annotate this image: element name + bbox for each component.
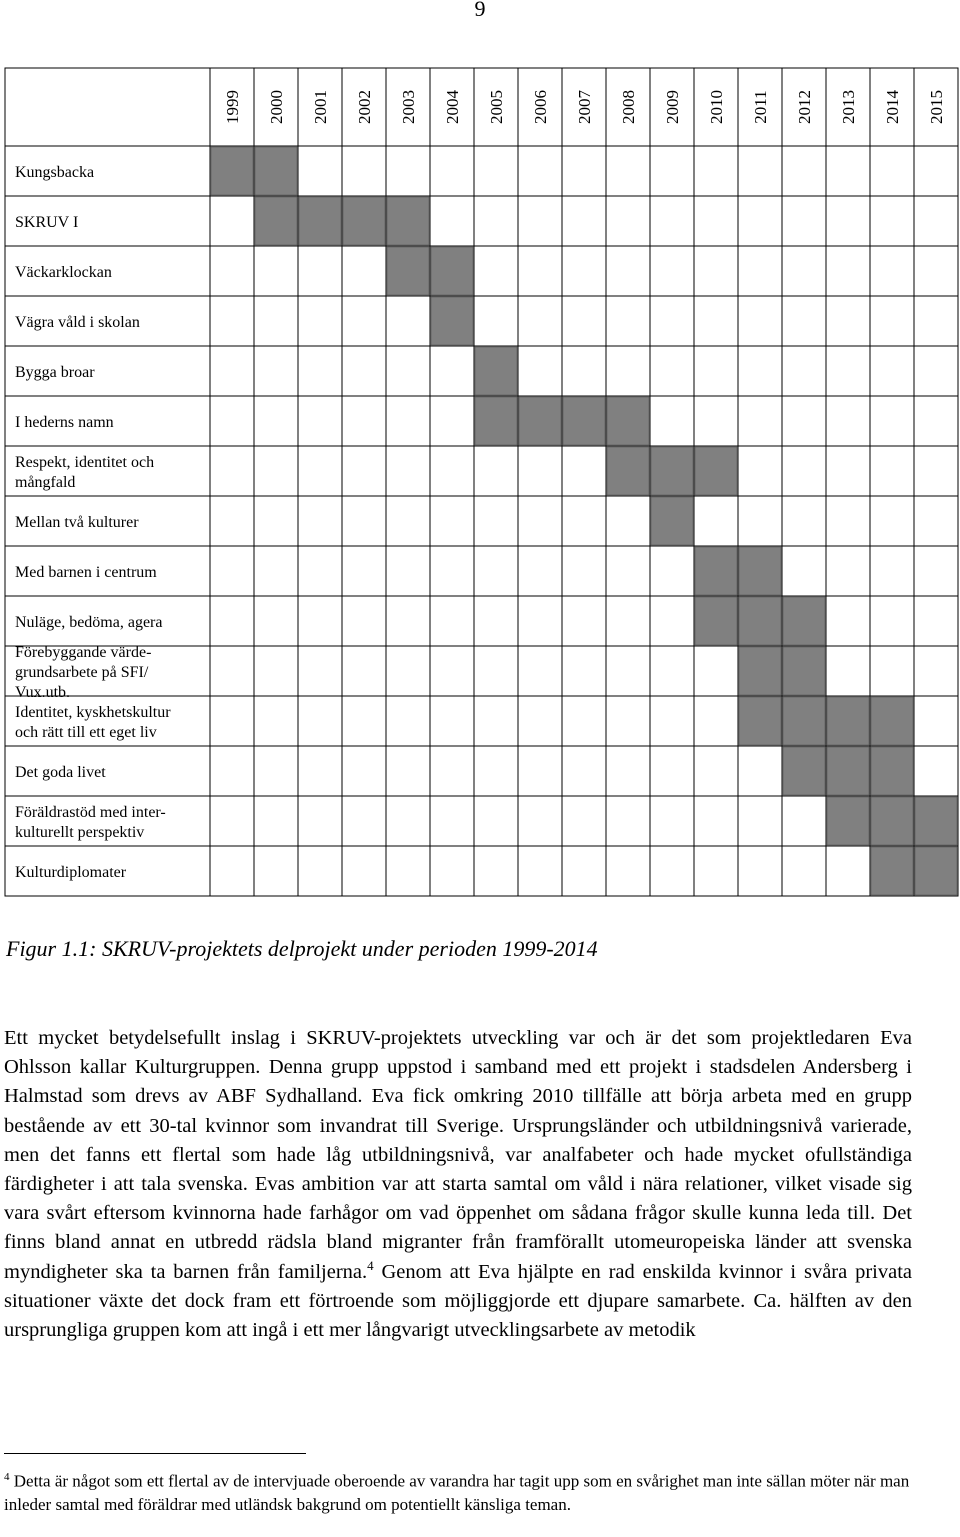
project-label-line: Kungsbacka	[15, 164, 95, 181]
project-label	[15, 164, 94, 181]
body-text	[4, 1024, 912, 1345]
project-active-cell	[739, 547, 781, 595]
project-label-line: Nuläge, bedöma, agera	[15, 614, 163, 631]
project-active-cell	[827, 797, 869, 845]
project-active-cell	[783, 747, 825, 795]
project-label-line: Väckarklockan	[15, 264, 112, 281]
project-active-cell	[607, 397, 649, 445]
project-active-cell	[255, 147, 297, 195]
footnote-number: 4	[4, 1471, 10, 1483]
footnote-divider	[4, 1453, 306, 1454]
project-active-cell	[475, 347, 517, 395]
year-header-2001: 2001	[311, 90, 330, 124]
body-paragraph-part-2: Genom att Eva hjälpte en rad enskilda kvinnor i svåra privata situationer växte det dock fram ett förtroende som möjliggjorde ett djupare samarbete. Ca. hälften av den ursprungliga gruppen kom att ingå i ett mer långvarigt utvecklingsarbete av metodik	[4, 1260, 912, 1342]
year-header-2006: 2006	[531, 90, 550, 124]
body-paragraph-part-1: Ett mycket betydelsefullt inslag i SKRUV-projektets utveckling var och är det som projektledaren Eva Ohlsson kallar Kulturgruppen. Denna grupp uppstod i samband med ett projekt i stadsdelen Andersberg i Halmstad som drevs av ABF Sydhalland. Eva fick omkring 2010 tillfälle att börja arbeta med en grupp bestående av ett 30-tal kvinnor som invandrat till Sverige. Ursprungsländer och utbildningsnivå varierade, men det fanns ett flertal som hade låg utbildningsnivå, var analfabeter och hade mycket ofullständiga färdigheter i att tala svenska. Evas ambition var att starta samtal om våld i nära relationer, vilket visade sig vara svårt eftersom kvinnorna hade farhågor om vad öppenhet om sådana frågor skulle kunna leda till. Det finns bland annat en utbredd rädsla bland migranter från framförallt utomeuropeiska länder att svenska myndigheter ska ta barnen från familjerna.	[4, 1027, 912, 1283]
footnote	[4, 1466, 914, 1517]
project-active-cell	[519, 397, 561, 445]
project-active-cell	[871, 797, 913, 845]
figure-caption: Figur 1.1: SKRUV-projektets delprojekt under perioden 1999-2014	[6, 936, 598, 961]
footnote-text: Detta är något som ett flertal av de intervjuade oberoende av varandra har tagit upp som en svårighet man inte sällan möter när man inleder samtal med föräldrar med utländsk bakgrund om potentiellt känsliga teman.	[4, 1471, 910, 1515]
page-number: 9	[474, 0, 486, 21]
project-label-line: grundsarbete på SFI/	[15, 664, 149, 681]
project-label	[15, 454, 154, 491]
body-paragraph	[4, 1024, 912, 1345]
project-active-cell	[783, 597, 825, 645]
project-label-line: mångfald	[15, 474, 76, 491]
project-active-cell	[299, 197, 341, 245]
project-label-line: SKRUV I	[15, 214, 79, 231]
project-label	[15, 214, 78, 231]
project-label	[15, 804, 166, 841]
project-active-cell	[871, 697, 913, 745]
project-active-cell	[431, 247, 473, 295]
year-header-2011: 2011	[751, 90, 770, 124]
project-active-cell	[211, 147, 253, 195]
year-header-2010: 2010	[707, 90, 726, 124]
year-header-2013: 2013	[839, 90, 858, 124]
year-header-2005: 2005	[487, 90, 506, 124]
footnote-reference[interactable]: 4	[367, 1257, 374, 1273]
project-active-cell	[695, 447, 737, 495]
project-active-cell	[387, 247, 429, 295]
year-header-2008: 2008	[619, 90, 638, 124]
project-label	[15, 264, 112, 281]
project-active-cell	[871, 847, 913, 895]
project-active-cell	[607, 447, 649, 495]
project-active-cell	[387, 197, 429, 245]
year-header-2012: 2012	[795, 90, 814, 124]
project-active-cell	[255, 197, 297, 245]
project-active-cell	[827, 747, 869, 795]
project-label-line: Respekt, identitet och	[15, 454, 155, 471]
year-header-2002: 2002	[355, 90, 374, 124]
project-label	[15, 314, 140, 331]
project-active-cell	[827, 697, 869, 745]
project-label-line: Vux.utb.	[15, 684, 71, 701]
project-active-cell	[651, 447, 693, 495]
project-active-cell	[695, 597, 737, 645]
project-label-line: och rätt till ett eget liv	[15, 724, 157, 741]
project-active-cell	[871, 747, 913, 795]
year-header-2003: 2003	[399, 90, 418, 124]
project-label	[15, 414, 114, 431]
project-label-line: Bygga broar	[15, 364, 95, 381]
year-header-2015: 2015	[927, 90, 946, 124]
project-label-line: I hederns namn	[15, 414, 114, 431]
project-label-line: Föräldrastöd med inter-	[15, 804, 166, 821]
project-label	[15, 704, 171, 741]
project-label-line: kulturellt perspektiv	[15, 824, 145, 841]
project-label-line: Med barnen i centrum	[15, 564, 157, 581]
year-header-2004: 2004	[443, 90, 462, 124]
project-active-cell	[651, 497, 693, 545]
year-header-2000: 2000	[267, 90, 286, 124]
project-active-cell	[783, 647, 825, 695]
project-active-cell	[739, 697, 781, 745]
project-label	[15, 644, 151, 701]
project-label	[15, 514, 139, 531]
year-header-2009: 2009	[663, 90, 682, 124]
project-label	[15, 364, 95, 381]
project-active-cell	[563, 397, 605, 445]
project-active-cell	[739, 647, 781, 695]
project-label-line: Vägra våld i skolan	[15, 314, 140, 331]
project-label	[15, 864, 127, 881]
project-active-cell	[695, 547, 737, 595]
year-header-2014: 2014	[883, 90, 902, 124]
project-active-cell	[343, 197, 385, 245]
project-label-line: Kulturdiplomater	[15, 864, 127, 881]
project-active-cell	[739, 597, 781, 645]
project-label	[15, 614, 162, 631]
project-active-cell	[915, 797, 957, 845]
project-active-cell	[915, 847, 957, 895]
project-label-line: Mellan två kulturer	[15, 514, 139, 531]
project-label	[15, 564, 157, 581]
project-active-cell	[431, 297, 473, 345]
project-active-cell	[475, 397, 517, 445]
project-label	[15, 764, 106, 781]
project-label-line: Identitet, kyskhetskultur	[15, 704, 171, 721]
project-label-line: Det goda livet	[15, 764, 106, 781]
year-header-2007: 2007	[575, 90, 594, 124]
project-active-cell	[783, 697, 825, 745]
project-label-line: Förebyggande värde-	[15, 644, 152, 661]
year-header-1999: 1999	[223, 90, 242, 124]
